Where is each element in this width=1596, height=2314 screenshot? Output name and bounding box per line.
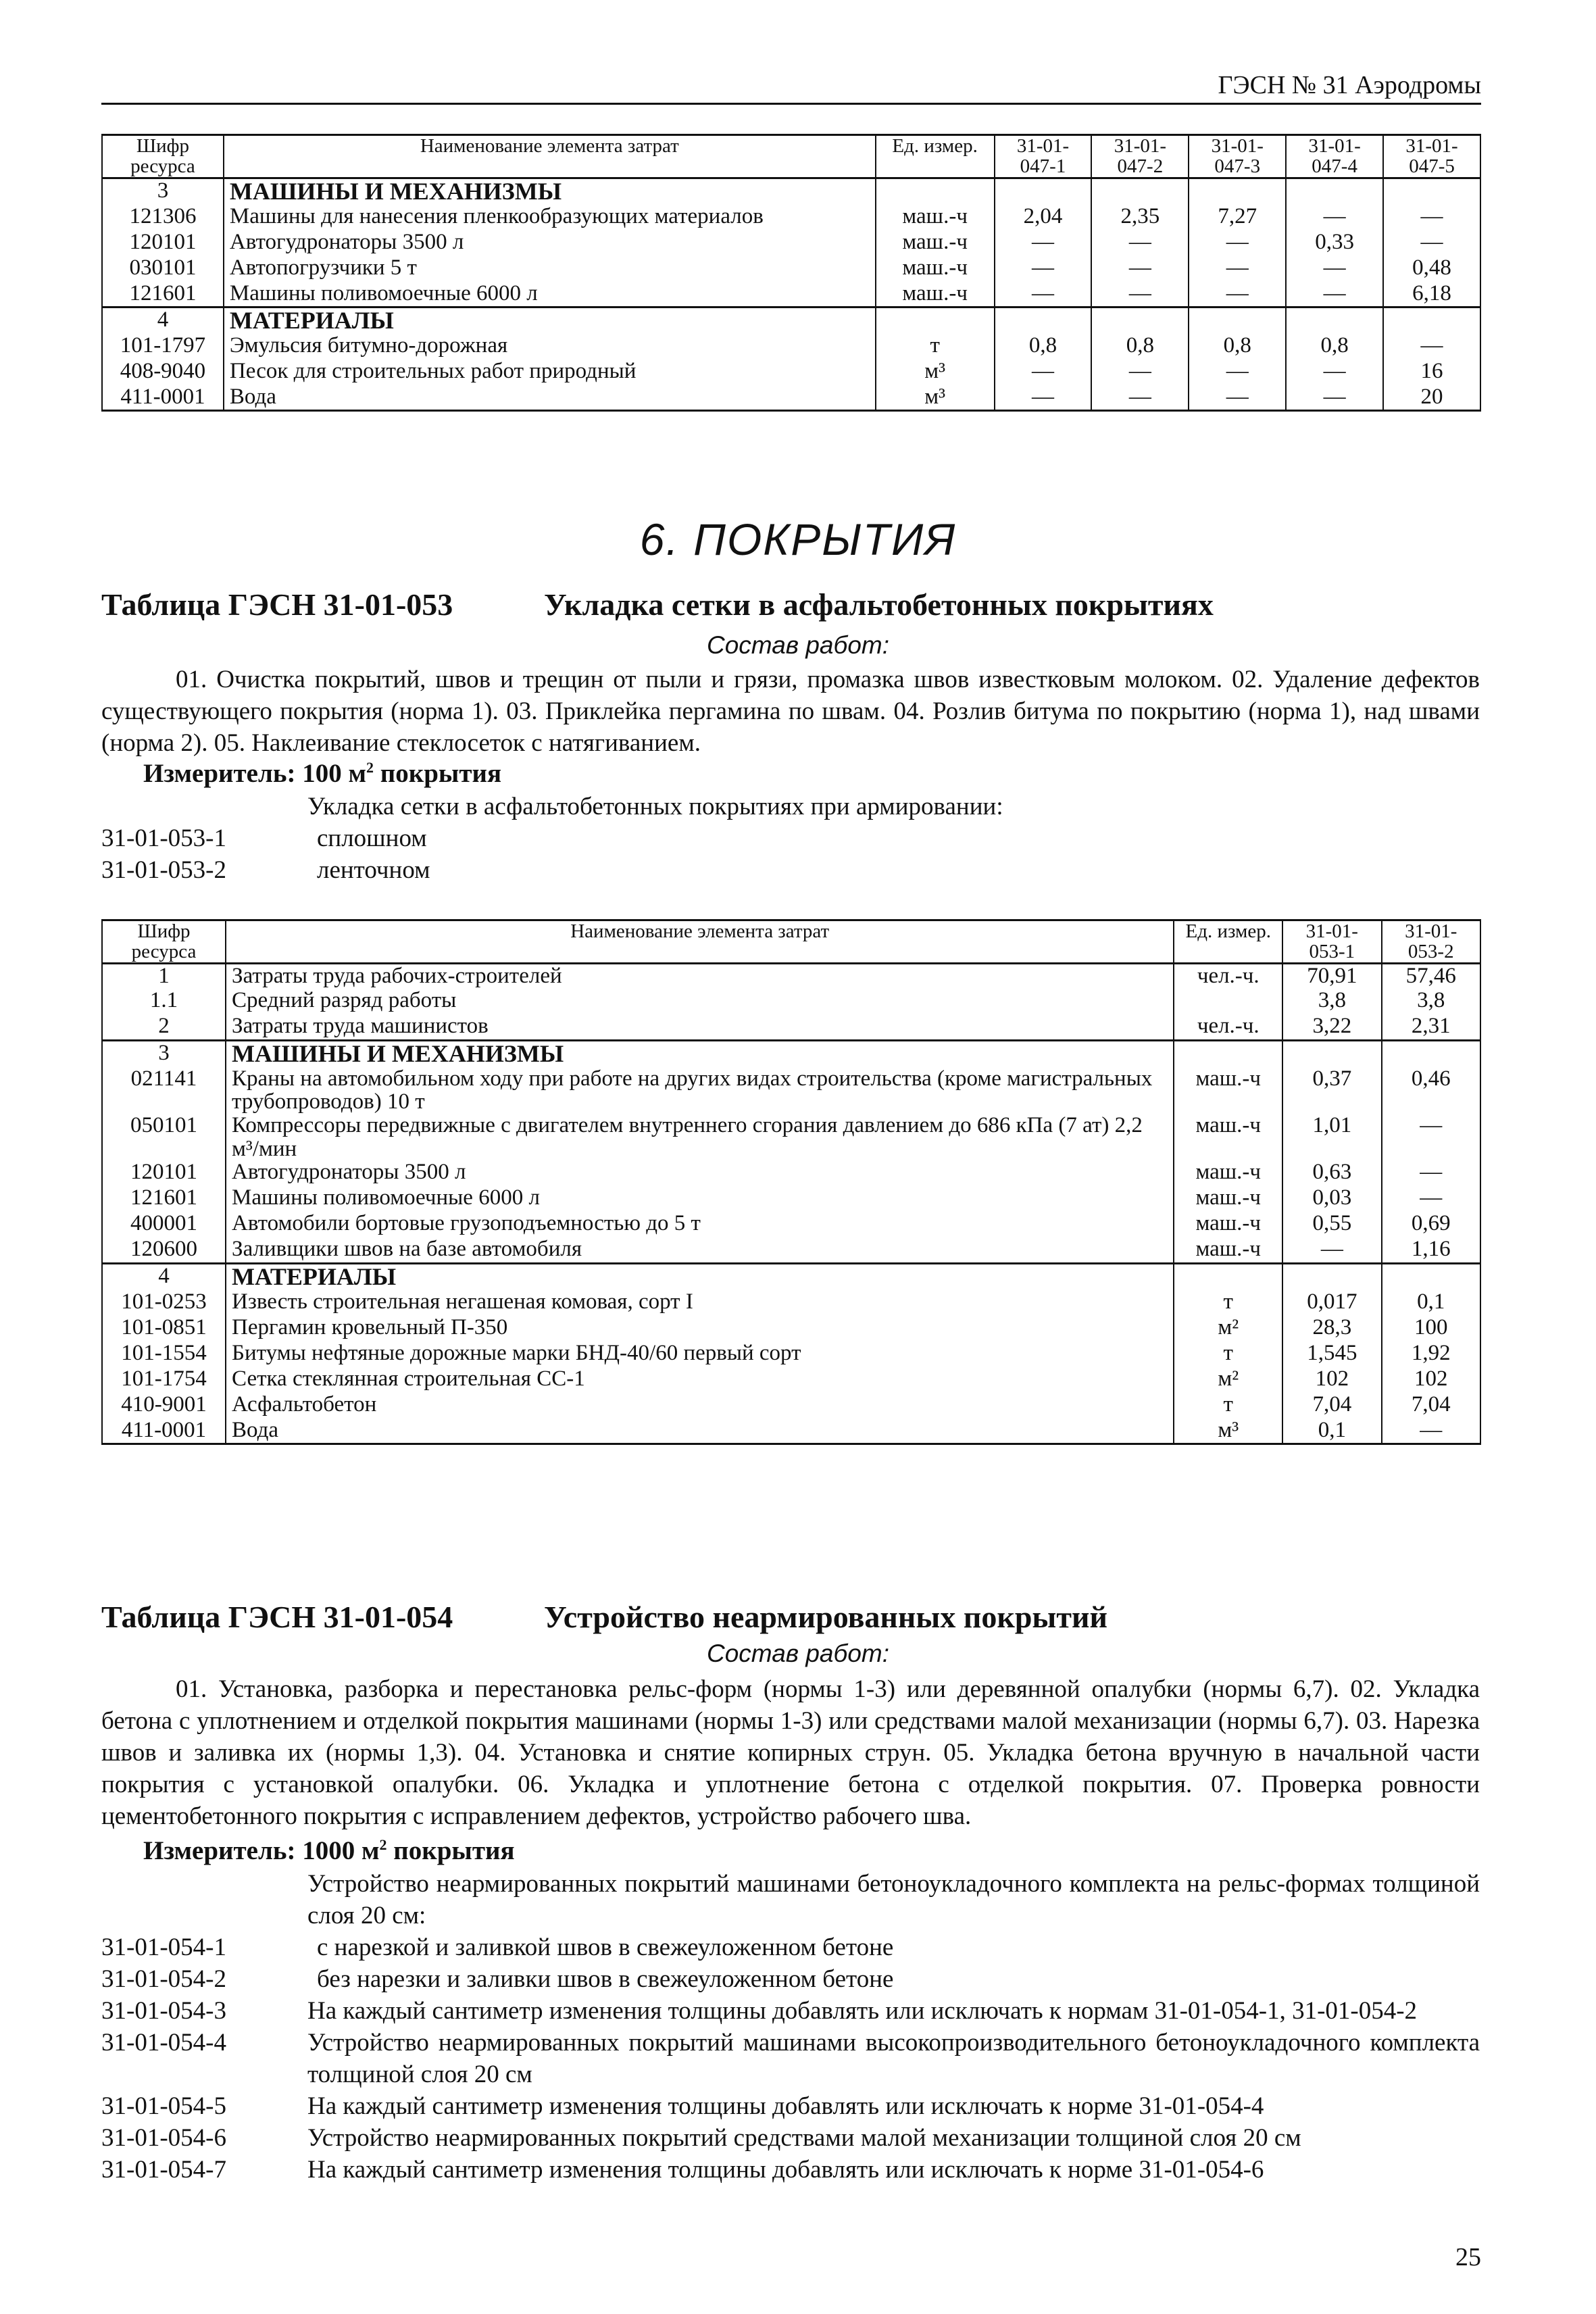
table-053-number: Таблица ГЭСН 31-01-053 xyxy=(101,587,453,622)
value-cell: 2,31 xyxy=(1382,1014,1480,1040)
value-cell: 0,69 xyxy=(1382,1212,1480,1237)
value-cell xyxy=(1383,307,1480,334)
value-cell: — xyxy=(1091,256,1189,282)
value-cell: — xyxy=(1189,360,1286,385)
value-cell: — xyxy=(995,256,1092,282)
resource-table-053 xyxy=(101,919,1481,1445)
value-cell: 7,27 xyxy=(1189,205,1286,230)
unit-cell: чел.-ч. xyxy=(1174,1014,1282,1040)
value-cell xyxy=(995,307,1092,334)
resource-name: Заливщики швов на базе автомобиля xyxy=(226,1237,1174,1263)
value-cell: 3,8 xyxy=(1282,989,1381,1014)
value-cell xyxy=(1189,307,1286,334)
resource-code: 021141 xyxy=(102,1067,226,1114)
unit-cell: м² xyxy=(1174,1367,1282,1393)
table-row xyxy=(102,360,1480,385)
norm-text: ленточном xyxy=(317,856,430,884)
unit-cell: м³ xyxy=(1174,1419,1282,1444)
value-cell: — xyxy=(995,230,1092,256)
value-cell: 0,017 xyxy=(1282,1290,1381,1316)
table-row xyxy=(102,1186,1480,1212)
resource-code: 2 xyxy=(102,1014,226,1040)
value-cell xyxy=(1091,307,1189,334)
value-cell: 0,1 xyxy=(1282,1419,1381,1444)
resource-code: 121306 xyxy=(102,205,224,230)
resource-code: 4 xyxy=(102,307,224,334)
norm-text: На каждый сантиметр изменения толщины добавлять или исключать к нормам 31-01-054-1, 31-01-054-2 xyxy=(307,1997,1418,2025)
value-cell: 0,48 xyxy=(1383,256,1480,282)
value-cell: — xyxy=(1091,282,1189,307)
col-header: Ед. измер. xyxy=(1174,920,1282,964)
value-cell: 28,3 xyxy=(1282,1316,1381,1341)
table-053-heading xyxy=(101,587,1214,622)
resource-name: Сетка стеклянная строительная СС-1 xyxy=(226,1367,1174,1393)
value-cell: 102 xyxy=(1282,1367,1381,1393)
unit-cell: маш.-ч xyxy=(1174,1186,1282,1212)
norm-code: 31-01-053-1 xyxy=(101,824,226,852)
value-cell: 16 xyxy=(1383,360,1480,385)
value-cell xyxy=(1286,307,1383,334)
value-cell: 3,8 xyxy=(1382,989,1480,1014)
sostav-text: 01. Установка, разборка и перестановка рельс-форм (нормы 1-3) или деревянной опалубки (нормы 6,7). 02. Укладка бетона с уплотнением и отделкой покрытия машинами (нормы 1-3) или средствами малой механизации (нормы 6,7). 03. Нарезка швов и заливка их (нормы 1,3). 04. Установка и снятие копирных струн. 05. Укладка бетона вручную в начальной части покрытия с установкой опалубки. 06. Укладка и уплотнение бетона с отделкой покрытия. 07. Проверка ровности цементобетонного покрытия с исправлением дефектов, устройство рабочего шва. xyxy=(101,1675,1480,1830)
resource-code: 030101 xyxy=(102,256,224,282)
value-cell: 0,46 xyxy=(1382,1067,1480,1114)
norm-text: без нарезки и заливки швов в свежеуложенном бетоне xyxy=(317,1965,894,1993)
sostav-text: 01. Очистка покрытий, швов и трещин от пыли и грязи, промазка швов известковым молоком. 02. Удаление дефектов существующего покрытия (норма 1). 03. Приклейка пергамина по швам. 04. Розлив битума по покрытию (норма 1), над швами (норма 2). 05. Наклеивание стеклосеток с натягиванием. xyxy=(101,666,1480,757)
resource-table-047 xyxy=(101,134,1481,412)
col-header: Наименование элемента затрат xyxy=(224,135,876,178)
value-cell: 0,8 xyxy=(1189,334,1286,360)
value-cell: 6,18 xyxy=(1383,282,1480,307)
resource-code: 120600 xyxy=(102,1237,226,1263)
section-title: 6. ПОКРЫТИЯ xyxy=(639,514,957,564)
table-row xyxy=(102,1237,1480,1263)
norm-code: 31-01-053-2 xyxy=(101,856,226,884)
resource-code: 101-1554 xyxy=(102,1341,226,1367)
resource-code: 408-9040 xyxy=(102,360,224,385)
value-cell: — xyxy=(995,282,1092,307)
value-cell: 7,04 xyxy=(1282,1393,1381,1419)
value-cell xyxy=(1189,178,1286,204)
value-cell: 2,04 xyxy=(995,205,1092,230)
unit-cell: маш.-ч xyxy=(1174,1237,1282,1263)
norm-list-053 xyxy=(101,791,1480,886)
unit-cell: чел.-ч. xyxy=(1174,963,1282,989)
norm-code: 31-01-054-3 xyxy=(101,1997,226,2025)
resource-name: Автогудронаторы 3500 л xyxy=(224,230,876,256)
value-cell xyxy=(1383,178,1480,204)
unit-cell: т xyxy=(1174,1341,1282,1367)
unit-cell: маш.-ч xyxy=(876,282,995,307)
table-row xyxy=(102,989,1480,1014)
value-cell: 100 xyxy=(1382,1316,1480,1341)
value-cell: 102 xyxy=(1382,1367,1480,1393)
resource-code: 121601 xyxy=(102,282,224,307)
col-header: 31-01-053-1 xyxy=(1282,920,1381,964)
norm-item xyxy=(101,822,1480,854)
norm-item xyxy=(101,2154,1480,2186)
value-cell xyxy=(1282,1040,1381,1066)
norm-text: На каждый сантиметр изменения толщины добавлять или исключать к норме 31-01-054-6 xyxy=(307,2156,1264,2184)
resource-code: 050101 xyxy=(102,1114,226,1160)
table-row xyxy=(102,1212,1480,1237)
resource-code: 101-0253 xyxy=(102,1290,226,1316)
norm-text: На каждый сантиметр изменения толщины добавлять или исключать к норме 31-01-054-4 xyxy=(307,2092,1264,2120)
resource-code: 1.1 xyxy=(102,989,226,1014)
unit-cell: маш.-ч xyxy=(1174,1114,1282,1160)
norm-code: 31-01-054-5 xyxy=(101,2092,226,2120)
value-cell: 2,35 xyxy=(1091,205,1189,230)
norm-intro: Устройство неармированных покрытий машинами бетоноукладочного комплекта на рельс-формах толщиной слоя 20 см: xyxy=(307,1870,1480,1929)
resource-code: 3 xyxy=(102,178,224,204)
norm-code: 31-01-054-1 xyxy=(101,1934,226,1961)
resource-name: Средний разряд работы xyxy=(226,989,1174,1014)
value-cell: 1,545 xyxy=(1282,1341,1381,1367)
value-cell: 1,92 xyxy=(1382,1341,1480,1367)
norm-code: 31-01-054-2 xyxy=(101,1965,226,1993)
value-cell xyxy=(1382,1263,1480,1289)
norm-text: Устройство неармированных покрытий средствами малой механизации толщиной слоя 20 см xyxy=(307,2124,1301,2152)
value-cell: — xyxy=(1286,385,1383,411)
col-header: Наименование элемента затрат xyxy=(226,920,1174,964)
table-row xyxy=(102,385,1480,411)
value-cell: — xyxy=(1382,1186,1480,1212)
value-cell: 0,03 xyxy=(1282,1186,1381,1212)
value-cell: 0,37 xyxy=(1282,1067,1381,1114)
value-cell: — xyxy=(1282,1237,1381,1263)
unit-cell xyxy=(1174,1040,1282,1066)
unit-cell: т xyxy=(876,334,995,360)
unit-cell: т xyxy=(1174,1290,1282,1316)
unit-cell: маш.-ч xyxy=(876,256,995,282)
norm-item xyxy=(101,1995,1480,2027)
value-cell: — xyxy=(1091,360,1189,385)
resource-name: Затраты труда машинистов xyxy=(226,1014,1174,1040)
group-row xyxy=(102,1040,1480,1066)
table-row xyxy=(102,1114,1480,1160)
value-cell xyxy=(1091,178,1189,204)
col-header: 31-01-047-1 xyxy=(995,135,1092,178)
group-row xyxy=(102,307,1480,334)
resource-name: Песок для строительных работ природный xyxy=(224,360,876,385)
norm-code: 31-01-054-6 xyxy=(101,2124,226,2152)
resource-code: 3 xyxy=(102,1040,226,1066)
resource-name: Компрессоры передвижные с двигателем внутреннего сгорания давлением до 686 кПа (7 ат) 2,2 м³/мин xyxy=(226,1114,1174,1160)
table-054-heading xyxy=(101,1599,1107,1635)
norm-item xyxy=(101,1963,1480,1995)
unit-cell: маш.-ч xyxy=(1174,1212,1282,1237)
table-row xyxy=(102,1367,1480,1393)
col-header: 31-01-047-2 xyxy=(1091,135,1189,178)
value-cell: — xyxy=(1383,230,1480,256)
resource-code: 120101 xyxy=(102,1160,226,1186)
resource-name: Автопогрузчики 5 т xyxy=(224,256,876,282)
table-row xyxy=(102,205,1480,230)
table-054-number: Таблица ГЭСН 31-01-054 xyxy=(101,1600,453,1634)
page-number: 25 xyxy=(1455,2243,1481,2271)
value-cell xyxy=(995,178,1092,204)
table-header-row xyxy=(102,920,1480,964)
unit-cell: маш.-ч xyxy=(1174,1067,1282,1114)
value-cell: 70,91 xyxy=(1282,963,1381,989)
unit-cell xyxy=(1174,1263,1282,1289)
value-cell: — xyxy=(1382,1419,1480,1444)
resource-name: Вода xyxy=(226,1419,1174,1444)
resource-name: Асфальтобетон xyxy=(226,1393,1174,1419)
resource-name: Краны на автомобильном ходу при работе на других видах строительства (кроме магистральных трубопроводов) 10 т xyxy=(226,1067,1174,1114)
value-cell: — xyxy=(1382,1114,1480,1160)
resource-name: Машины поливомоечные 6000 л xyxy=(226,1186,1174,1212)
value-cell: 0,33 xyxy=(1286,230,1383,256)
value-cell: — xyxy=(1189,385,1286,411)
table-row xyxy=(102,282,1480,307)
value-cell: 0,63 xyxy=(1282,1160,1381,1186)
table-054-name: Устройство неармированных покрытий xyxy=(544,1600,1107,1634)
resource-code: 400001 xyxy=(102,1212,226,1237)
unit-cell xyxy=(876,178,995,204)
value-cell: 1,16 xyxy=(1382,1237,1480,1263)
unit-cell: маш.-ч xyxy=(1174,1160,1282,1186)
resource-code: 101-1797 xyxy=(102,334,224,360)
norm-text: Устройство неармированных покрытий машинами высокопроизводительного бетоноукладочного комплекта толщиной слоя 20 см xyxy=(307,2029,1480,2088)
resource-name: Автомобили бортовые грузоподъемностью до 5 т xyxy=(226,1212,1174,1237)
norm-code: 31-01-054-7 xyxy=(101,2156,226,2184)
col-header: 31-01-047-4 xyxy=(1286,135,1383,178)
value-cell: — xyxy=(1286,360,1383,385)
table-row xyxy=(102,1316,1480,1341)
value-cell: — xyxy=(1382,1160,1480,1186)
value-cell: — xyxy=(1383,205,1480,230)
value-cell: — xyxy=(1286,256,1383,282)
group-row xyxy=(102,178,1480,204)
value-cell: 57,46 xyxy=(1382,963,1480,989)
value-cell: 3,22 xyxy=(1282,1014,1381,1040)
value-cell: — xyxy=(1286,282,1383,307)
unit-cell: маш.-ч xyxy=(876,205,995,230)
value-cell: — xyxy=(995,360,1092,385)
resource-name: Автогудронаторы 3500 л xyxy=(226,1160,1174,1186)
col-header: Шифр ресурса xyxy=(102,920,226,964)
unit-cell xyxy=(1174,989,1282,1014)
measure-line: Измеритель: 1000 $м^2$ покрытия xyxy=(143,1836,515,1865)
resource-code: 411-0001 xyxy=(102,385,224,411)
resource-name: МАШИНЫ И МЕХАНИЗМЫ xyxy=(224,178,876,204)
norm-text: с нарезкой и заливкой швов в свежеуложенном бетоне xyxy=(317,1934,894,1961)
group-row xyxy=(102,1263,1480,1289)
resource-name: Затраты труда рабочих-строителей xyxy=(226,963,1174,989)
value-cell: 1,01 xyxy=(1282,1114,1381,1160)
unit-cell: м² xyxy=(1174,1316,1282,1341)
resource-code: 4 xyxy=(102,1263,226,1289)
norm-item xyxy=(101,854,1480,886)
norm-code: 31-01-054-4 xyxy=(101,2029,226,2057)
resource-code: 121601 xyxy=(102,1186,226,1212)
norm-item xyxy=(101,2027,1480,2090)
table-row xyxy=(102,1393,1480,1419)
col-header: Шифр ресурса xyxy=(102,135,224,178)
value-cell: — xyxy=(1189,282,1286,307)
resource-code: 411-0001 xyxy=(102,1419,226,1444)
header-rule xyxy=(101,103,1481,105)
value-cell: 0,8 xyxy=(995,334,1092,360)
value-cell: 0,1 xyxy=(1382,1290,1480,1316)
value-cell: 0,55 xyxy=(1282,1212,1381,1237)
norm-item xyxy=(101,1931,1480,1963)
value-cell xyxy=(1286,178,1383,204)
resource-name: МАШИНЫ И МЕХАНИЗМЫ xyxy=(226,1040,1174,1066)
sostav-label: Состав работ: xyxy=(706,1640,890,1667)
value-cell: — xyxy=(995,385,1092,411)
value-cell: — xyxy=(1091,230,1189,256)
value-cell xyxy=(1382,1040,1480,1066)
table-row xyxy=(102,963,1480,989)
resource-code: 120101 xyxy=(102,230,224,256)
norm-item xyxy=(101,2122,1480,2154)
col-header: Ед. измер. xyxy=(876,135,995,178)
col-header: 31-01-047-5 xyxy=(1383,135,1480,178)
unit-cell: м³ xyxy=(876,385,995,411)
table-row xyxy=(102,1290,1480,1316)
table-row xyxy=(102,1419,1480,1444)
resource-code: 410-9001 xyxy=(102,1393,226,1419)
norm-item xyxy=(101,2090,1480,2122)
unit-cell xyxy=(876,307,995,334)
resource-name: Машины поливомоечные 6000 л xyxy=(224,282,876,307)
sostav-label: Состав работ: xyxy=(706,631,890,659)
value-cell: — xyxy=(1189,256,1286,282)
value-cell: — xyxy=(1091,385,1189,411)
table-row xyxy=(102,1014,1480,1040)
table-053-name: Укладка сетки в асфальтобетонных покрытиях xyxy=(544,587,1214,622)
norm-list-054 xyxy=(101,1868,1480,2186)
value-cell: 0,8 xyxy=(1091,334,1189,360)
value-cell: 7,04 xyxy=(1382,1393,1480,1419)
resource-name: МАТЕРИАЛЫ xyxy=(224,307,876,334)
running-header: ГЭСН № 31 Аэродромы xyxy=(1218,71,1481,99)
resource-name: Машины для нанесения пленкообразующих материалов xyxy=(224,205,876,230)
resource-name: Известь строительная негашеная комовая, сорт I xyxy=(226,1290,1174,1316)
norm-intro: Укладка сетки в асфальтобетонных покрытиях при армировании: xyxy=(307,793,1003,820)
resource-code: 101-0851 xyxy=(102,1316,226,1341)
table-row xyxy=(102,1067,1480,1114)
resource-name: Битумы нефтяные дорожные марки БНД-40/60 первый сорт xyxy=(226,1341,1174,1367)
table-header-row xyxy=(102,135,1480,178)
value-cell: 0,8 xyxy=(1286,334,1383,360)
resource-name: Вода xyxy=(224,385,876,411)
resource-name: Пергамин кровельный П-350 xyxy=(226,1316,1174,1341)
unit-cell: т xyxy=(1174,1393,1282,1419)
resource-code: 1 xyxy=(102,963,226,989)
value-cell xyxy=(1282,1263,1381,1289)
measure-line: Измеритель: 100 $м^2$ покрытия xyxy=(143,759,502,788)
resource-name: Эмульсия битумно-дорожная xyxy=(224,334,876,360)
value-cell: 20 xyxy=(1383,385,1480,411)
value-cell: — xyxy=(1383,334,1480,360)
table-row xyxy=(102,256,1480,282)
table-row xyxy=(102,1341,1480,1367)
table-row xyxy=(102,230,1480,256)
resource-code: 101-1754 xyxy=(102,1367,226,1393)
col-header: 31-01-053-2 xyxy=(1382,920,1480,964)
unit-cell: м³ xyxy=(876,360,995,385)
value-cell: — xyxy=(1286,205,1383,230)
table-row xyxy=(102,1160,1480,1186)
value-cell: — xyxy=(1189,230,1286,256)
unit-cell: маш.-ч xyxy=(876,230,995,256)
resource-name: МАТЕРИАЛЫ xyxy=(226,1263,1174,1289)
table-row xyxy=(102,334,1480,360)
norm-text: сплошном xyxy=(317,824,427,852)
col-header: 31-01-047-3 xyxy=(1189,135,1286,178)
